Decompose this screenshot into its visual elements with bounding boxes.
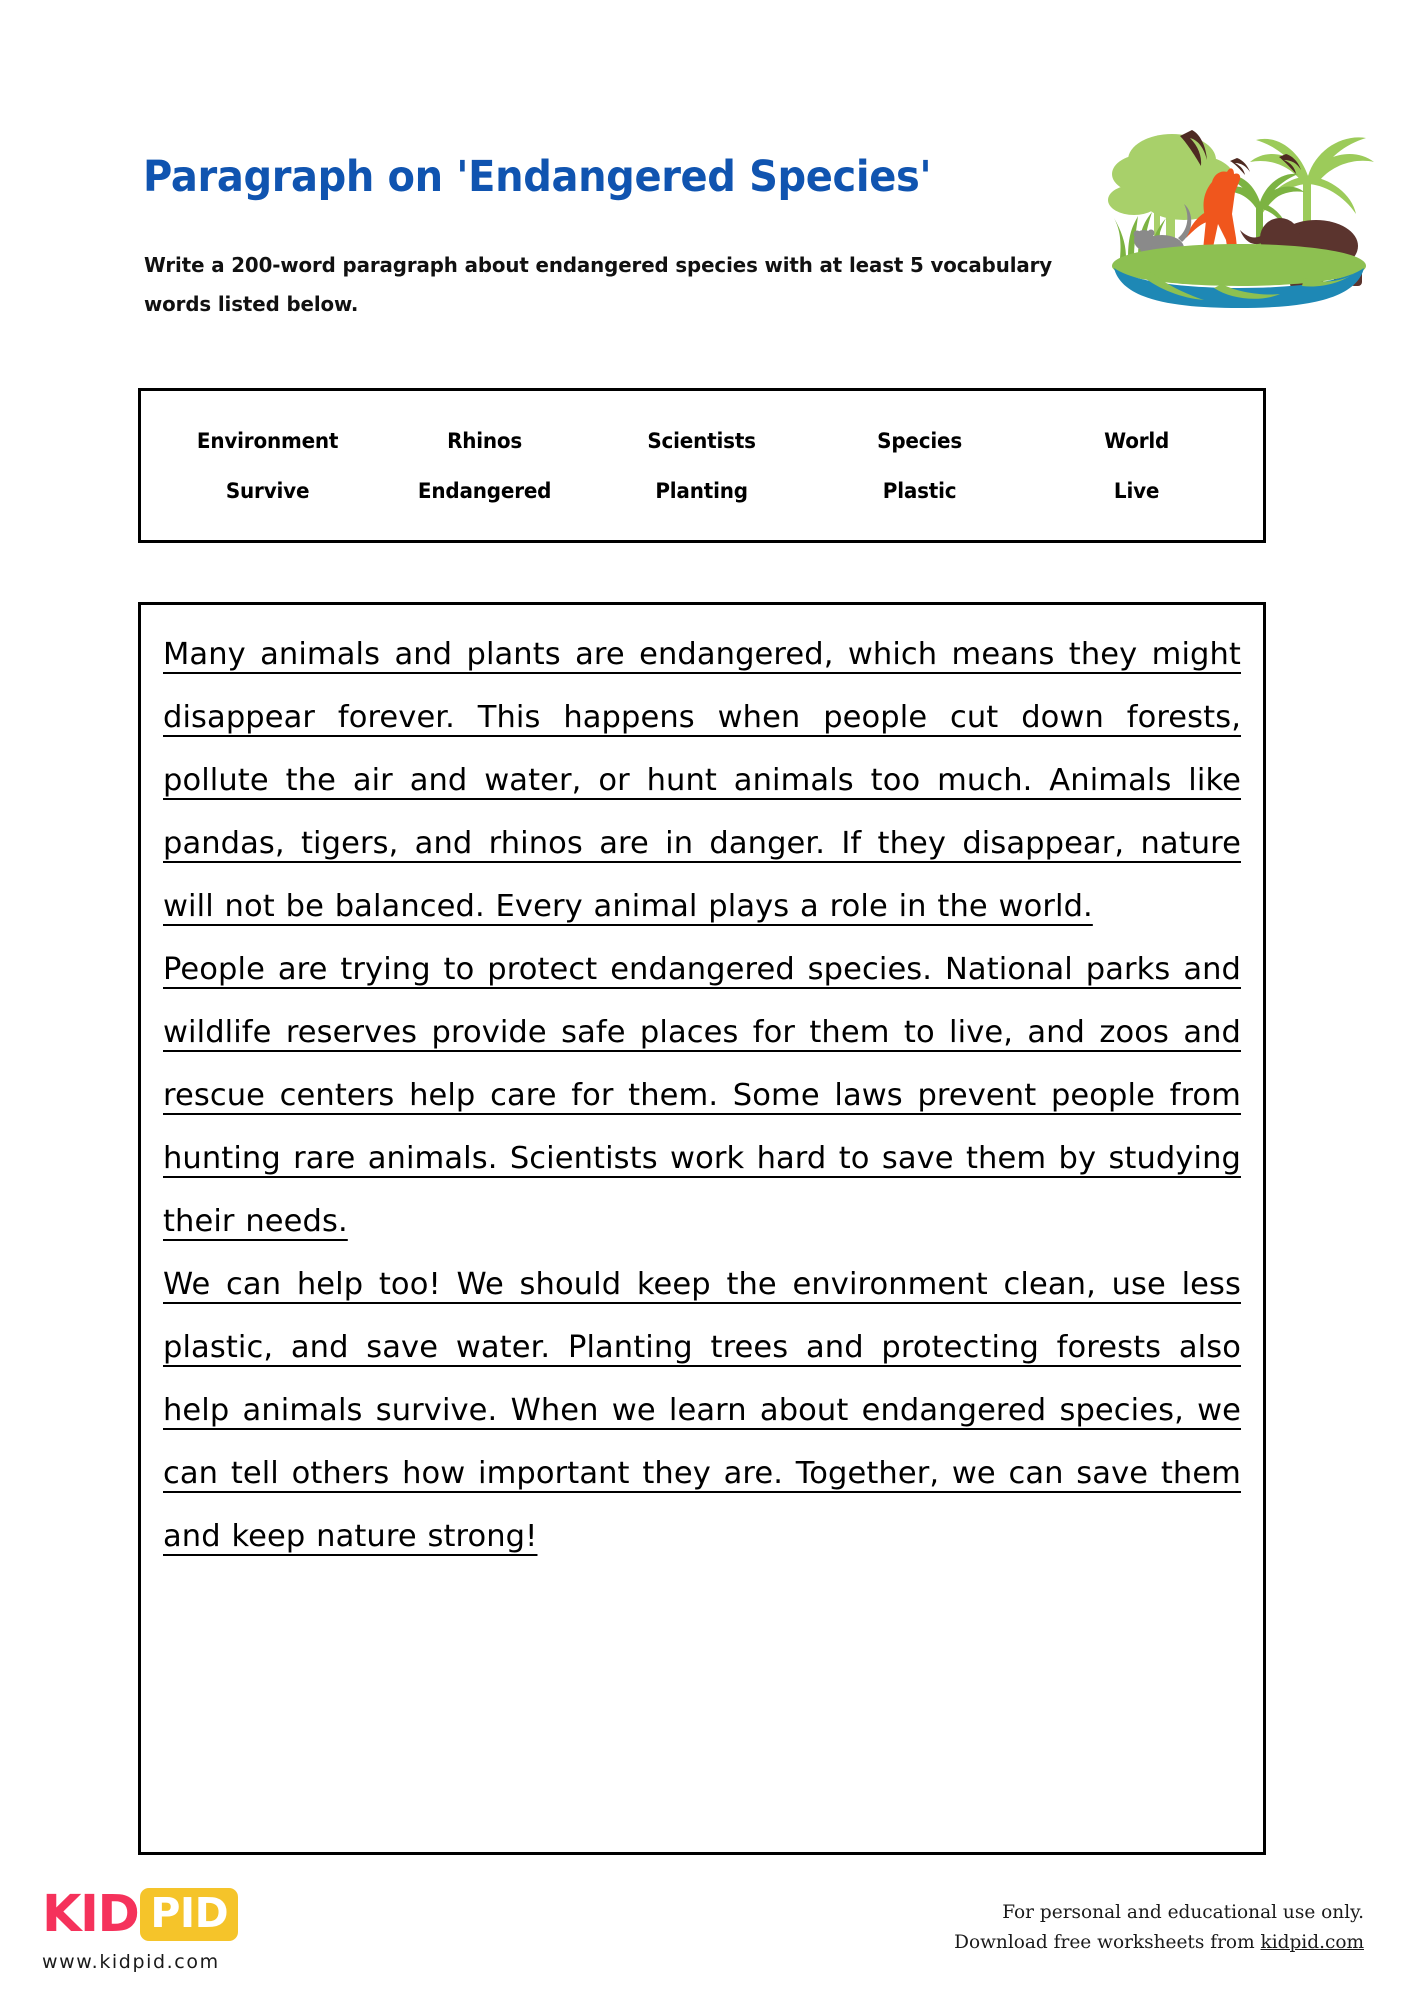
vocabulary-word: World <box>1103 428 1169 453</box>
vocabulary-word: Rhinos <box>447 428 523 453</box>
vocabulary-word: Environment <box>196 428 339 453</box>
logo-wordmark <box>42 1885 238 1944</box>
jungle-animals-globe-illustration <box>1094 112 1384 308</box>
vocabulary-word-bank <box>138 388 1266 543</box>
vocabulary-word: Species <box>876 428 962 453</box>
vocabulary-word: Live <box>1113 478 1160 503</box>
kidpid-logo[interactable] <box>42 1885 238 1973</box>
answer-writing-area[interactable] <box>138 602 1266 1855</box>
instructions-text: Write a 200-word paragraph about endangered species with at least 5 vocabulary words listed below. <box>144 253 1053 316</box>
vocabulary-row <box>141 429 1263 453</box>
worksheet-footer <box>0 1880 1414 2000</box>
page-title: Paragraph on 'Endangered Species' <box>143 152 932 202</box>
vocabulary-row <box>141 479 1263 503</box>
usage-notice <box>954 1898 1364 1958</box>
answer-paragraph: Many animals and plants are endangered, which means they might disappear forever. This happens when people cut down forests, pollute the air and water, or hunt animals too much. Animals like pandas, tigers, and rhinos are in danger. If they disappear, nature will not be balanced. Every animal plays a role in the world. <box>163 637 1241 924</box>
kidpid-link[interactable]: kidpid.com <box>1260 1932 1364 1953</box>
vocabulary-word: Endangered <box>418 478 552 503</box>
answer-paragraph: We can help too! We should keep the environment clean, use less plastic, and save water. Planting trees and protecting forests also help animals survive. When we learn about endangered species, we can tell others how important they are. Together, we can save them and keep nature strong! <box>163 1267 1241 1554</box>
logo-website-url: www.kidpid.com <box>42 1951 220 1973</box>
usage-notice-prefix: Download free worksheets from <box>954 1932 1261 1953</box>
worksheet-header <box>0 0 1414 380</box>
answer-paragraph: People are trying to protect endangered species. National parks and wildlife reserves provide safe places for them to live, and zoos and rescue centers help care for them. Some laws prevent people from hunting rare animals. Scientists work hard to save them by studying their needs. <box>163 952 1241 1239</box>
logo-kid-text: KID <box>42 1885 139 1944</box>
usage-notice-line1: For personal and educational use only. <box>1002 1902 1364 1923</box>
vocabulary-word: Planting <box>655 478 749 503</box>
vocabulary-word: Survive <box>225 478 310 503</box>
logo-pid-badge: PID <box>140 1888 238 1941</box>
vocabulary-word: Scientists <box>647 428 757 453</box>
usage-notice-line2 <box>954 1928 1364 1958</box>
vocabulary-word: Plastic <box>882 478 957 503</box>
